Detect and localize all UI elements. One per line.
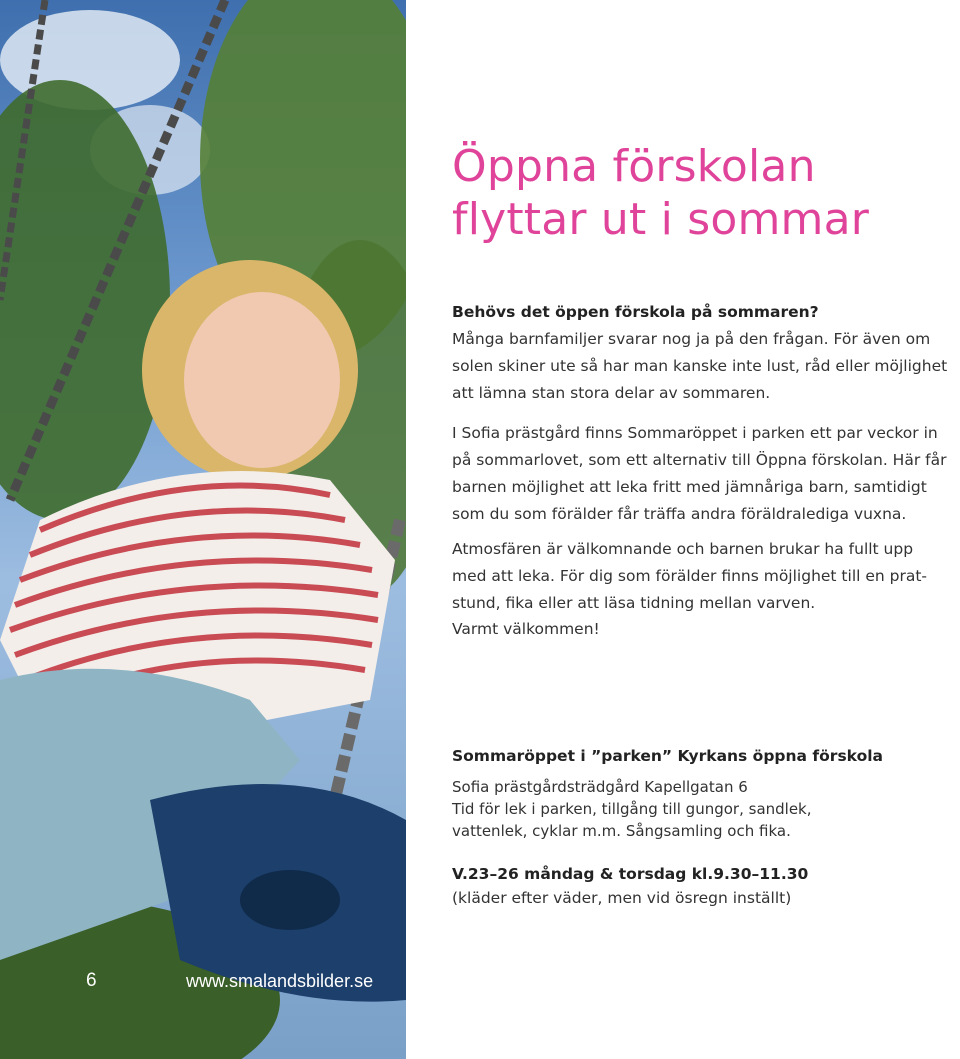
schedule <box>452 862 808 910</box>
paragraph-line: med att leka. För dig som förälder finns möjlighet till en prat- <box>452 567 928 585</box>
info-line: vattenlek, cyklar m.m. Sångsamling och fika. <box>452 822 791 840</box>
schedule-dates: V.23–26 måndag & torsdag kl.9.30–11.30 <box>452 865 809 883</box>
intro-line: solen skiner ute så har man kanske inte lust, råd eller möjlighet <box>452 357 948 375</box>
page-number: 6 <box>86 970 97 991</box>
info-details <box>452 776 812 842</box>
info-heading: Sommaröppet i ”parken” Kyrkans öppna förskola <box>452 747 883 765</box>
paragraph-line: som du som förälder får träffa andra föräldralediga vuxna. <box>452 505 907 523</box>
paragraph-line: I Sofia prästgård finns Sommaröppet i parken ett par veckor in <box>452 424 938 442</box>
paragraph-sommaroppet <box>452 420 960 528</box>
intro-line: Många barnfamiljer svarar nog ja på den frågan. För även om <box>452 330 931 348</box>
swing-photo <box>0 0 406 1059</box>
paragraph-line: stund, fika eller att läsa tidning mellan varven. <box>452 594 816 612</box>
paragraph-line: Atmosfären är välkomnande och barnen brukar ha fullt upp <box>452 540 914 558</box>
title-line-1: Öppna förskolan <box>452 141 816 192</box>
schedule-note: (kläder efter väder, men vid ösregn inställt) <box>452 889 792 907</box>
paragraph-line: barnen möjlighet att leka fritt med jämnåriga barn, samtidigt <box>452 478 927 496</box>
paragraph-line: på sommarlovet, som ett alternativ till Öppna förskolan. Här får <box>452 451 947 469</box>
photo-credit: www.smalandsbilder.se <box>186 971 374 991</box>
child-on-swing-illustration <box>0 0 406 1059</box>
title-line-2: flyttar ut i sommar <box>452 194 870 245</box>
intro-question: Behövs det öppen förskola på sommaren? <box>452 303 819 321</box>
welcome-text: Varmt välkommen! <box>452 620 600 638</box>
intro-paragraph <box>452 299 960 407</box>
article-title <box>452 140 952 246</box>
intro-line: att lämna stan stora delar av sommaren. <box>452 384 771 402</box>
paragraph-atmosfar <box>452 536 960 617</box>
info-line: Sofia prästgårdsträdgård Kapellgatan 6 <box>452 778 748 796</box>
info-line: Tid för lek i parken, tillgång till gungor, sandlek, <box>452 800 812 818</box>
